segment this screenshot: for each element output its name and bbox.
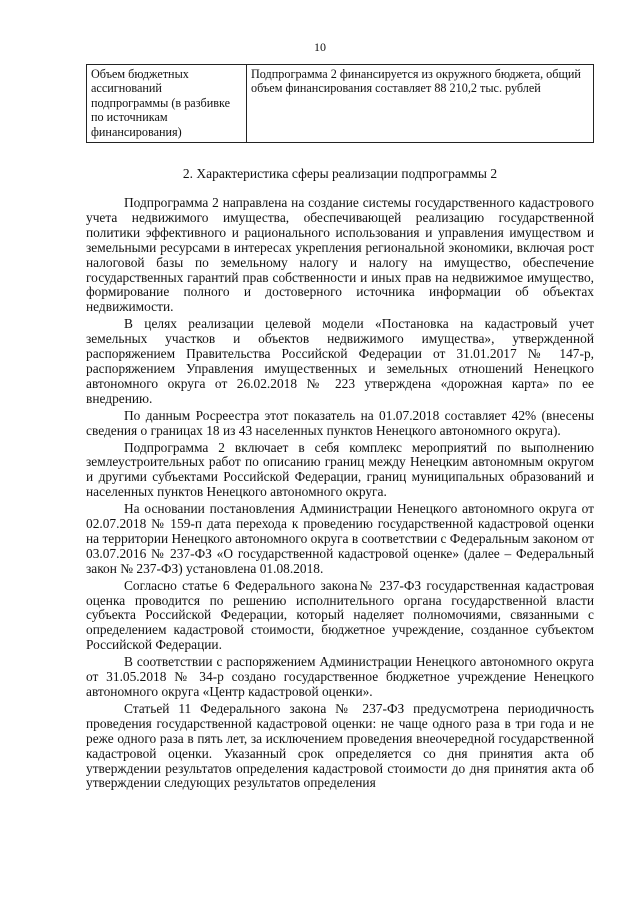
table-cell-label: Объем бюджетных ассигнований подпрограммы (в разбивке по источникам финансирования)	[87, 65, 247, 143]
program-passport-table	[86, 64, 594, 143]
paragraph: В соответствии с распоряжением Администрации Ненецкого автономного округа от 31.05.2018 № 34-р создано государственное бюджетное учреждение Ненецкого автономного округа «Центр кадастровой оценки».	[86, 654, 594, 699]
paragraph: На основании постановления Администрации Ненецкого автономного округа от 02.07.2018 № 159-п дата перехода к проведению государственной кадастровой оценки на территории Ненецкого автономного округа в соответствии с Федеральным законом от 03.07.2016 № 237-ФЗ «О государственной кадастровой оценке» (далее – Федеральный закон № 237-ФЗ) установлена 01.08.2018.	[86, 501, 594, 576]
section-heading: 2. Характеристика сферы реализации подпрограммы 2	[182, 166, 498, 181]
paragraph: В целях реализации целевой модели «Постановка на кадастровый учет земельных участков и объектов недвижимого имущества», утвержденной распоряжением Правительства Российской Федерации от 31.01.2017 № 147-р, распоряжением Управления имущественных и земельных отношений Ненецкого автономного округа от 26.02.2018 № 223 утверждена «дорожная карта» по ее внедрению.	[86, 316, 594, 406]
section-body	[86, 196, 594, 793]
page-number: 10	[314, 40, 326, 54]
paragraph: Статьей 11 Федерального закона № 237-ФЗ предусмотрена периодичность проведения государственной кадастровой оценки: не чаще одного раза в три года и не реже одного раза в пять лет, за исключением проведения внеочередной государственной кадастровой оценки. Указанный срок определяется со дня принятия акта об утверждении результатов определения кадастровой стоимости до дня принятия акта об утверждении следующих результатов определения	[86, 700, 594, 791]
paragraph: По данным Росреестра этот показатель на 01.07.2018 составляет 42% (внесены сведения о границах 18 из 43 населенных пунктов Ненецкого автономного округа).	[86, 407, 594, 438]
paragraph: Согласно статье 6 Федерального закона№ 237-ФЗ государственная кадастровая оценка проводится по решению исполнительного органа государственной власти субъекта Российской Федерации, который наделяет полномочиями, связанными с определением кадастровой стоимости, бюджетное учреждение, созданное субъектом Российской Федерации.	[86, 577, 594, 653]
paragraph: Подпрограмма 2 направлена на создание системы государственного кадастрового учета недвижимого имущества, обеспечивающей реализацию государственной политики эффективного и рационального использования и управления имуществом и земельными ресурсами в интересах укрепления региональной экономики, включая рост налоговой базы по земельному налогу и налогу на имущество, обеспечение государственных гарантий прав собственности и иных прав на недвижимое имущество, формирование полного и достоверного источника информации об объектах недвижимости.	[86, 195, 594, 315]
paragraph: Подпрограмма 2 включает в себя комплекс мероприятий по выполнению землеустроительных работ по описанию границ между Ненецким автономным округом и другими субъектами Российской Федерации, границ муниципальных образований и населенных пунктов Ненецкого автономного округа.	[86, 439, 594, 500]
table-row	[87, 65, 594, 143]
table-cell-value: Подпрограмма 2 финансируется из окружного бюджета, общий объем финансирования составляет 88 210,2 тыс. рублей	[247, 65, 594, 143]
